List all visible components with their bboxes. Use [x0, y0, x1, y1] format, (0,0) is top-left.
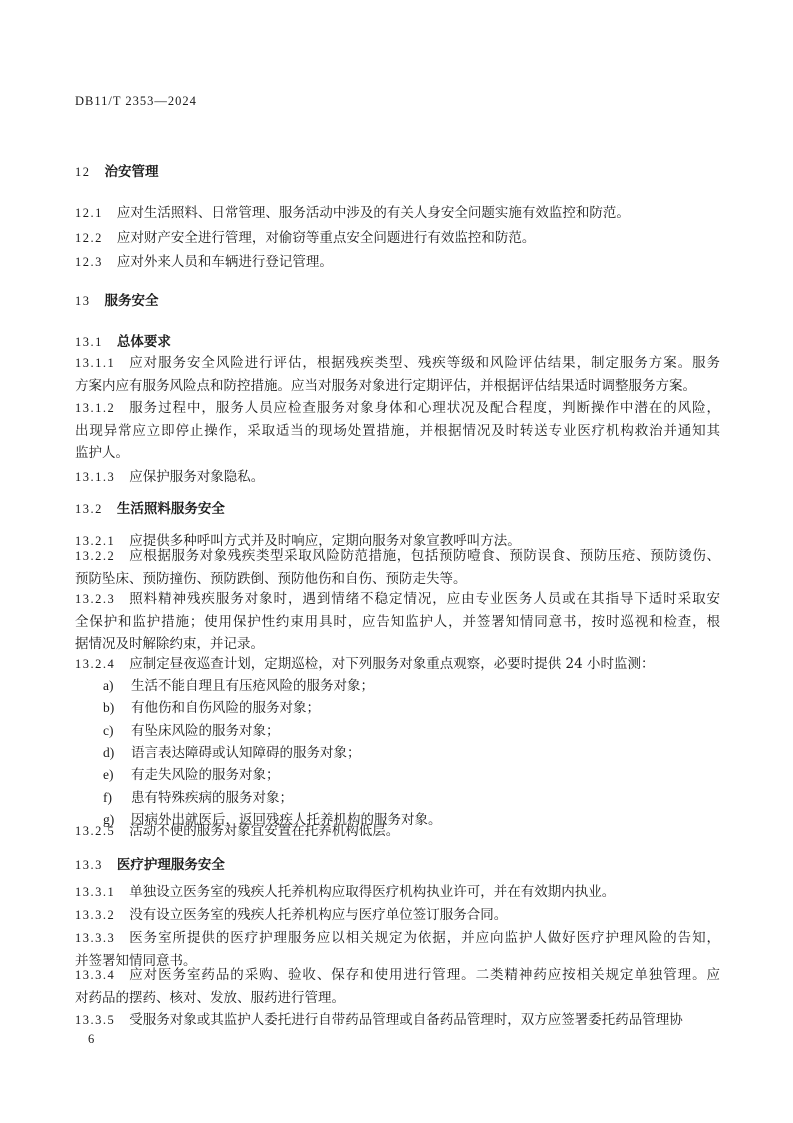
clause-text: 应对生活照料、日常管理、服务活动中涉及的有关人身安全问题实施有效监控和防范。 [116, 205, 630, 221]
section-number: 13.2 [75, 502, 103, 516]
clause [75, 964, 720, 1009]
clause-text: 没有设立医务室的残疾人托养机构应与医疗单位签订服务合同。 [129, 907, 508, 923]
list-item-label: d) [103, 744, 115, 760]
page-number: 6 [88, 1032, 95, 1046]
clause-number: 13.1.3 [75, 470, 116, 484]
section-title: 治安管理 [104, 164, 159, 180]
clause-text: 应对医务室药品的采购、验收、保存和使用进行管理。二类精神药应按相关规定单独管理。应 [129, 967, 720, 983]
list-item-text: 生活不能自理且有压疮风险的服务对象； [131, 678, 374, 694]
clause-number: 13.1.1 [75, 356, 116, 370]
clause-text: 并签署知情同意书。 [75, 952, 197, 969]
section-title: 生活照料服务安全 [116, 501, 225, 517]
clause-text: 对药品的摆药、核对、发放、服药进行管理。 [75, 989, 345, 1006]
document-header: DB11/T 2353—2024 [75, 94, 197, 108]
clause-text: 应对外来人员和车辆进行登记管理。 [116, 254, 333, 270]
list-item-label: c) [103, 722, 114, 738]
section-number: 13.3 [75, 858, 103, 872]
section-number: 13.1 [75, 335, 103, 349]
clause-number: 13.2.1 [75, 534, 116, 548]
clause-number: 13.3.3 [75, 931, 116, 945]
clause-number: 13.2.4 [75, 657, 116, 671]
clause-number: 13.1.2 [75, 401, 116, 415]
section-heading [75, 161, 720, 184]
clause-number: 13.3.1 [75, 885, 116, 899]
clause [75, 1009, 720, 1032]
section-title: 服务安全 [104, 293, 159, 309]
clause [75, 466, 720, 489]
list-item-text: 有坠床风险的服务对象； [131, 722, 280, 739]
section-heading [75, 290, 720, 313]
clause [75, 202, 720, 225]
clause-text: 单独设立医务室的残疾人托养机构应取得医疗机构执业许可，并在有效期内执业。 [129, 884, 616, 900]
section-heading [75, 854, 720, 877]
clause-text: 据情况及时解除约束，并记录。 [75, 636, 264, 652]
clause-text: 应制定昼夜巡查计划，定期巡检，对下列服务对象重点观察，必要时提供 24 小时监测： [129, 656, 655, 672]
clause-text: 活动不便的服务对象宜安置在托养机构低层。 [129, 823, 400, 839]
clause [75, 397, 720, 465]
clause-number: 13.3.4 [75, 968, 116, 982]
list-item-label: b) [103, 700, 115, 716]
clause-number: 13.2.2 [75, 549, 116, 563]
clause-text: 应对服务安全风险进行评估，根据残疾类型、残疾等级和风险评估结果，制定服务方案。服务 [129, 355, 720, 371]
clause-text: 受服务对象或其监护人委托进行自带药品管理或自备药品管理时，双方应签署委托药品管理协 [129, 1012, 683, 1028]
list-item-text: 有走失风险的服务对象； [131, 767, 280, 784]
list-item [103, 697, 723, 720]
clause-number: 12.2 [75, 231, 103, 245]
clause-text: 应提供多种呼叫方式并及时响应，定期向服务对象宣教呼叫方法。 [129, 533, 521, 549]
clause [75, 820, 720, 843]
clause-text: 监护人。 [75, 445, 129, 461]
clause-text: 预防坠床、预防撞伤、预防跌倒、预防他伤和自伤、预防走失等。 [75, 570, 467, 587]
clause [75, 588, 720, 656]
list-item-label: e) [103, 767, 114, 783]
section-heading [75, 331, 720, 354]
clause-text: 出现异常应立即停止操作，采取适当的现场处置措施，并根据情况及时转送专业医疗机构救治并通知其 [75, 422, 720, 439]
list-item [103, 787, 723, 810]
clause-number: 13.3.5 [75, 1013, 116, 1027]
list-item-text: 有他伤和自伤风险的服务对象； [131, 700, 320, 717]
clause-number: 13.2.5 [75, 824, 116, 838]
clause-text: 应根据服务对象残疾类型采取风险防范措施，包括预防噎食、预防误食、预防压疮、预防烫伤、 [129, 548, 720, 564]
list-item-label: a) [103, 678, 114, 693]
clause [75, 881, 720, 904]
clause-text: 医务室所提供的医疗护理服务应以相关规定为依据，并应向监护人做好医疗护理风险的告知， [129, 930, 720, 946]
clause-text: 全保护和监护措施；使用保护性约束用具时，应告知监护人，并签署知情同意书，按时巡视和检查，根 [75, 613, 720, 630]
list-item [103, 742, 723, 765]
section-title: 总体要求 [116, 334, 171, 350]
clause-number: 13.3.2 [75, 908, 116, 922]
clause-text: 方案内应有服务风险点和防控措施。应当对服务对象进行定期评估，并根据评估结果适时调整服务方案。 [75, 377, 696, 394]
clause [75, 653, 720, 676]
clause [75, 545, 720, 590]
list-item [103, 720, 723, 743]
clause [75, 251, 720, 274]
clause [75, 227, 720, 250]
clause-text: 应保护服务对象隐私。 [129, 469, 265, 485]
list-item-text: 因病外出就医后，返回残疾人托养机构的服务对象。 [131, 811, 442, 828]
list-item [103, 764, 723, 787]
section-number: 13 [75, 294, 91, 308]
clause-text: 应对财产安全进行管理，对偷窃等重点安全问题进行有效监控和防范。 [116, 230, 536, 246]
list-item [103, 675, 723, 698]
clause [75, 352, 720, 397]
clause-number: 13.2.3 [75, 592, 116, 606]
clause-number: 12.1 [75, 206, 103, 220]
clause [75, 904, 720, 927]
section-title: 医疗护理服务安全 [116, 857, 225, 873]
section-number: 12 [75, 165, 91, 179]
list-item-text: 患有特殊疾病的服务对象； [131, 789, 293, 806]
clause-number: 12.3 [75, 255, 103, 269]
list-item-text: 语言表达障碍或认知障碍的服务对象； [131, 744, 361, 761]
list-item-label: f) [103, 789, 112, 805]
clause-text: 服务过程中，服务人员应检查服务对象身体和心理状况及配合程度，判断操作中潜在的风险， [129, 400, 720, 416]
section-heading [75, 498, 720, 521]
list-item-label: g) [103, 811, 115, 827]
clause-text: 照料精神残疾服务对象时，遇到情绪不稳定情况，应由专业医务人员或在其指导下适时采取安 [129, 591, 720, 607]
